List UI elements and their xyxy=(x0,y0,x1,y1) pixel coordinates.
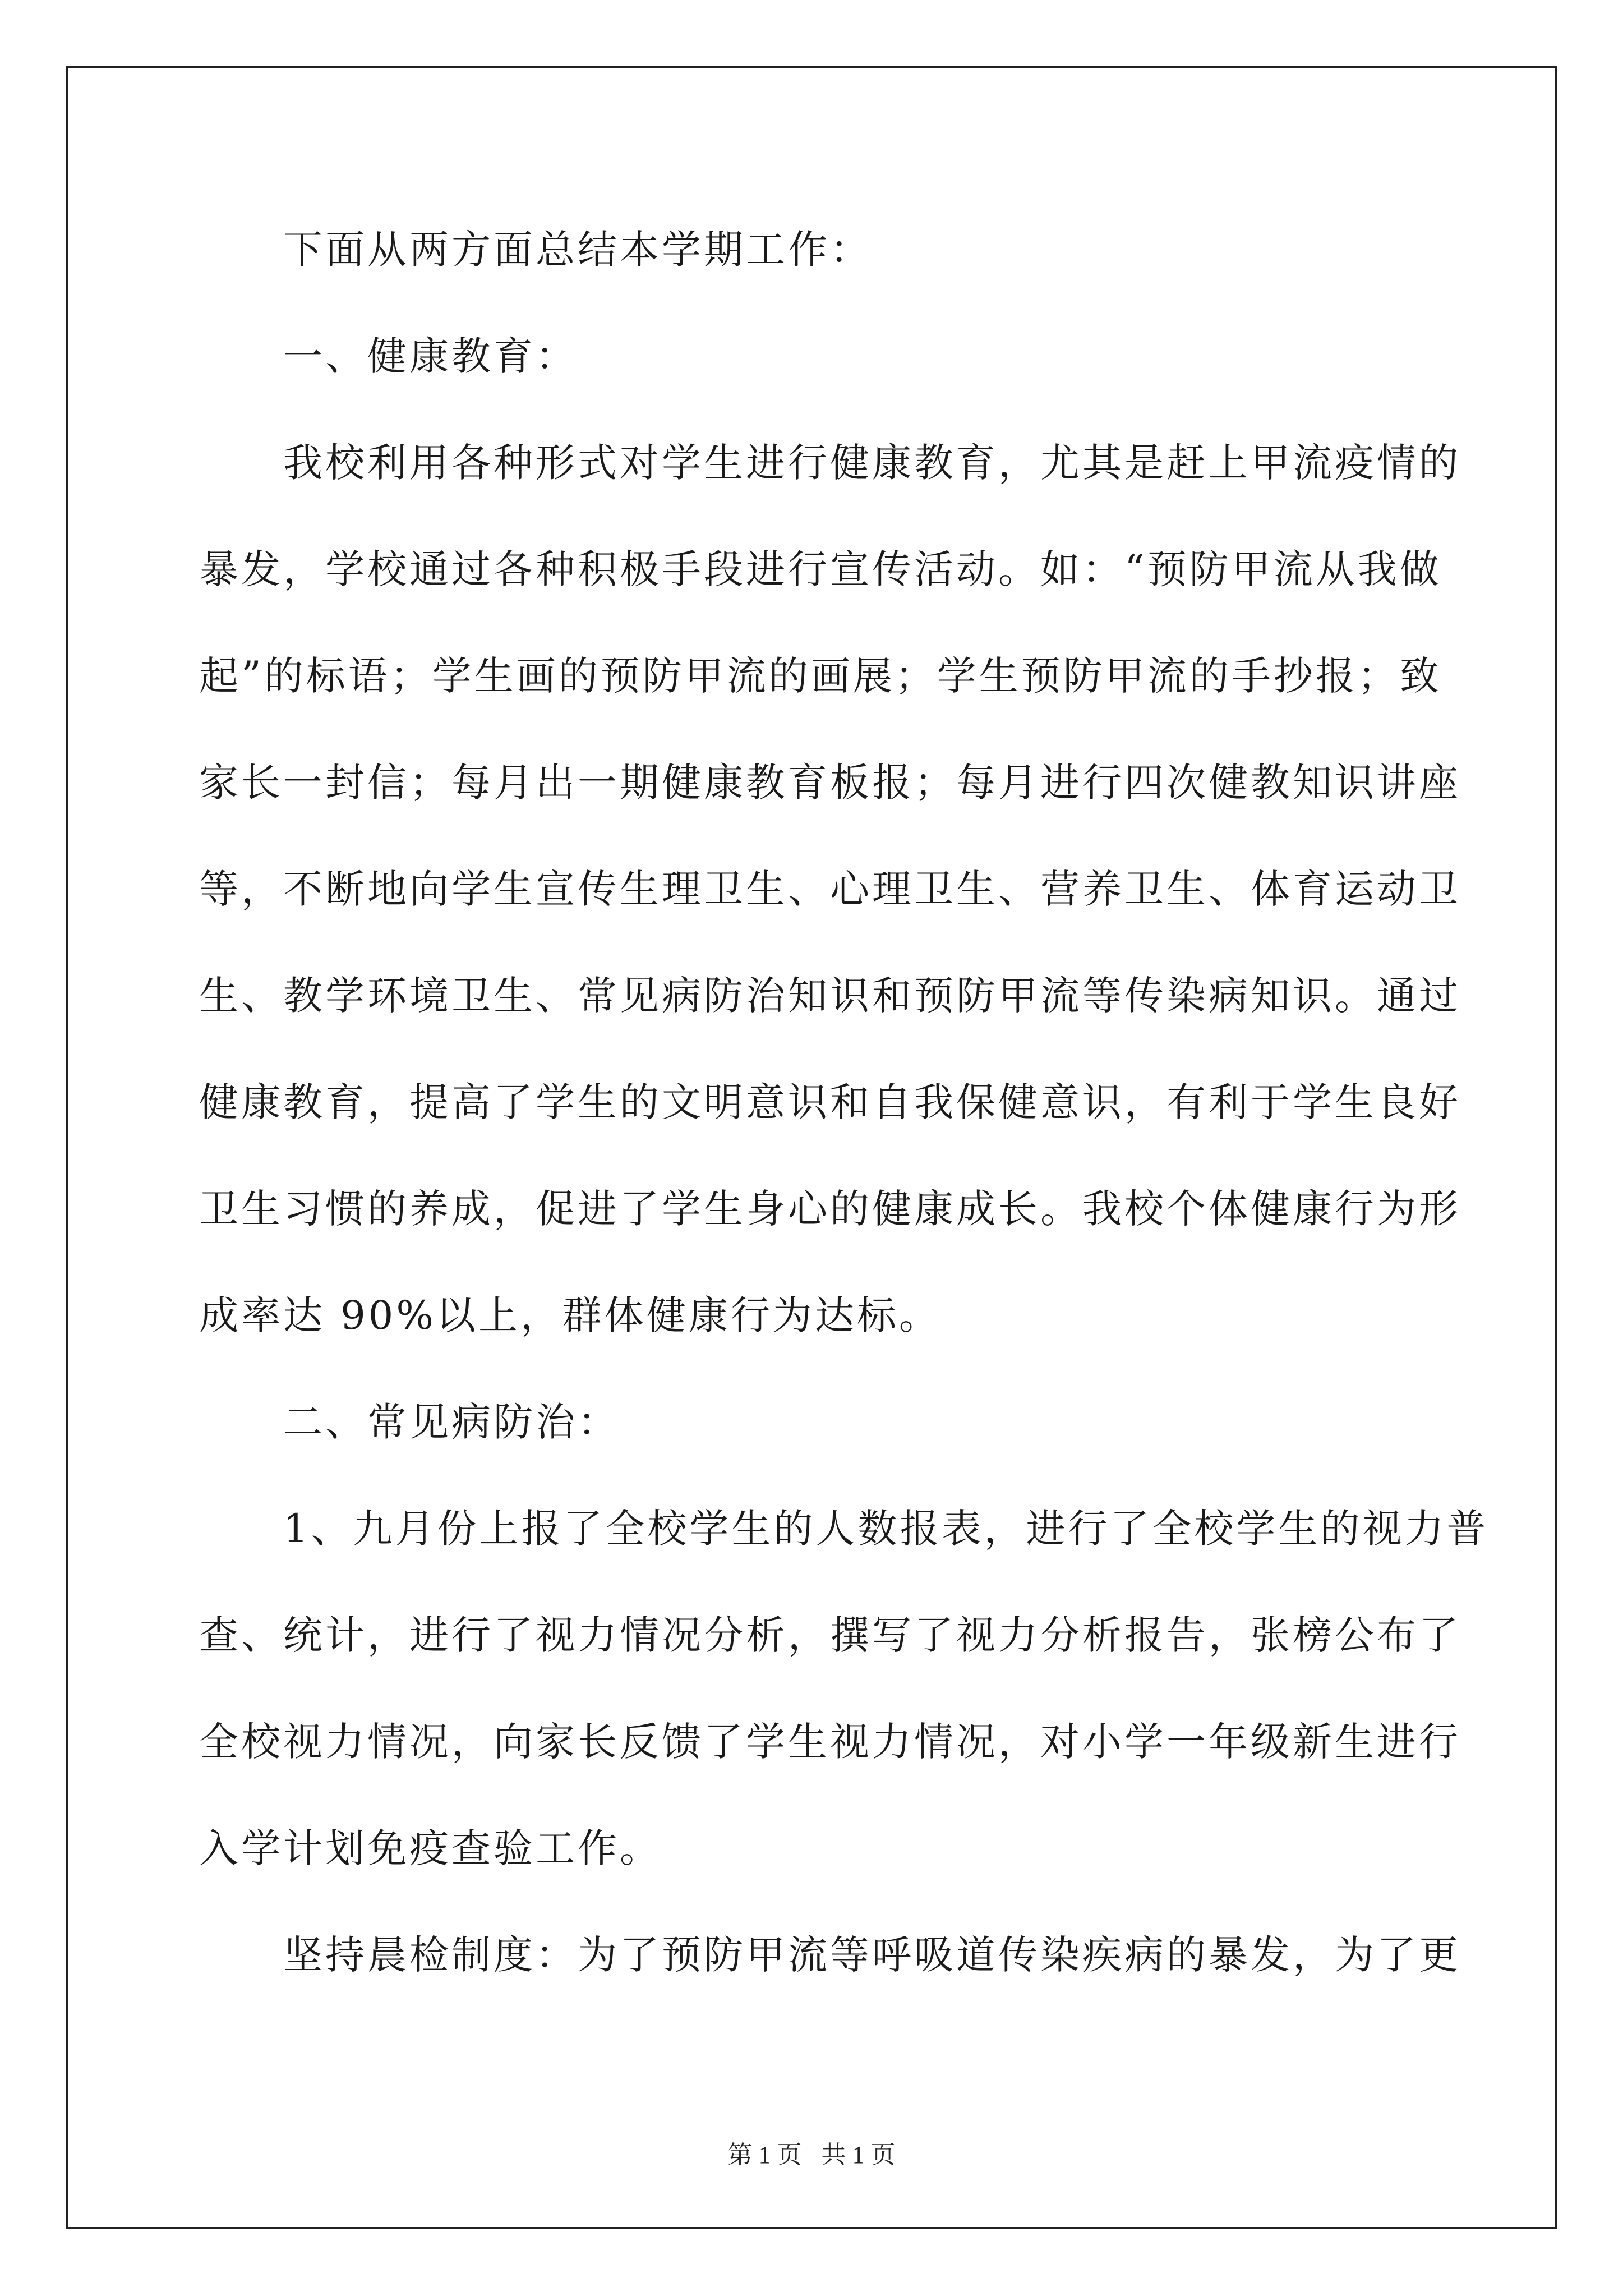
paragraph-line: 全校视力情况，向家长反馈了学生视力情况，对小学一年级新生进行 xyxy=(199,1719,1461,1765)
page-total: 共 1 页 xyxy=(821,2141,896,2169)
section-heading: 一、健康教育： xyxy=(283,333,578,379)
paragraph-line: 1、九月份上报了全校学生的人数报表，进行了全校学生的视力普 xyxy=(283,1506,1489,1552)
section-heading: 二、常见病防治： xyxy=(283,1399,620,1445)
document-body xyxy=(199,219,1489,2031)
paragraph-line: 成率达 90%以上，群体健康行为达标。 xyxy=(199,1292,941,1338)
page-number: 第 1 页 xyxy=(727,2141,802,2169)
paragraph-line: 健康教育，提高了学生的文明意识和自我保健意识，有利于学生良好 xyxy=(199,1079,1461,1125)
paragraph-line: 暴发，学校通过各种积极手段进行宣传活动。如：“预防甲流从我做 xyxy=(199,546,1442,592)
paragraph-line: 生、教学环境卫生、常见病防治知识和预防甲流等传染病知识。通过 xyxy=(199,973,1461,1019)
paragraph-line: 起”的标语；学生画的预防甲流的画展；学生预防甲流的手抄报；致 xyxy=(199,653,1442,699)
paragraph-line: 坚持晨检制度：为了预防甲流等呼吸道传染疾病的暴发，为了更 xyxy=(283,1932,1461,1978)
paragraph-line: 查、统计，进行了视力情况分析，撰写了视力分析报告，张榜公布了 xyxy=(199,1612,1461,1658)
paragraph-line: 下面从两方面总结本学期工作： xyxy=(283,227,872,273)
paragraph-line: 家长一封信；每月出一期健康教育板报；每月进行四次健教知识讲座 xyxy=(199,760,1461,806)
page-footer xyxy=(0,2134,1623,2170)
paragraph-line: 我校利用各种形式对学生进行健康教育，尤其是赶上甲流疫情的 xyxy=(283,440,1461,486)
paragraph-line: 入学计划免疫查验工作。 xyxy=(199,1825,662,1871)
paragraph-line: 等，不断地向学生宣传生理卫生、心理卫生、营养卫生、体育运动卫 xyxy=(199,866,1461,912)
paragraph-line: 卫生习惯的养成，促进了学生身心的健康成长。我校个体健康行为形 xyxy=(199,1186,1461,1232)
